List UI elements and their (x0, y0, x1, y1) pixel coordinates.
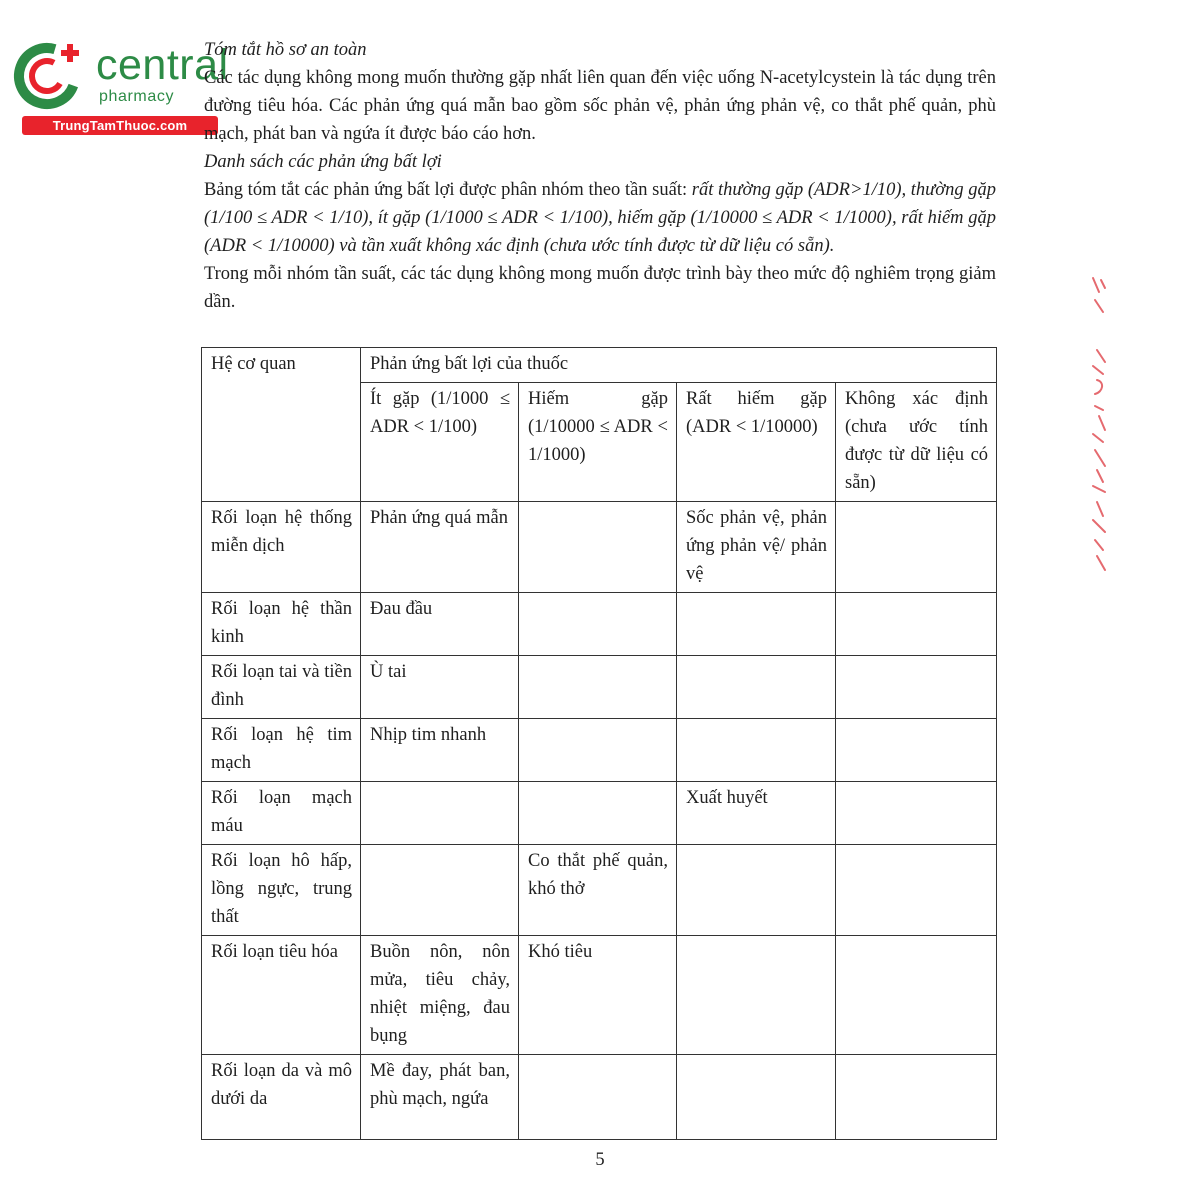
organ-cell: Rối loạn da và mô dưới da (202, 1055, 361, 1140)
organ-cell: Rối loạn mạch máu (202, 782, 361, 845)
adr-cell (677, 936, 836, 1055)
adr-cell: Xuất huyết (677, 782, 836, 845)
organ-system-header: Hệ cơ quan (202, 348, 361, 502)
adr-cell (519, 656, 677, 719)
organ-cell: Rối loạn hô hấp, lồng ngực, trung thất (202, 845, 361, 936)
table-header-row (202, 348, 997, 383)
table-row (202, 719, 997, 782)
freq-header-very-rare: Rất hiếm gặp (ADR < 1/10000) (677, 383, 836, 502)
organ-cell: Rối loạn hệ thần kinh (202, 593, 361, 656)
adr-cell (677, 1055, 836, 1140)
adr-cell: Nhịp tim nhanh (361, 719, 519, 782)
table-row (202, 1055, 997, 1140)
adr-cell (519, 593, 677, 656)
logo-site-badge: TrungTamThuoc.com (22, 116, 218, 135)
document-body (204, 36, 996, 316)
table-row (202, 593, 997, 656)
frequency-definitions: rất thường gặp (ADR>1/10), thường gặp (1/100 ≤ ADR < 1/10), ít gặp (1/1000 ≤ ADR < 1/100), hiếm gặp (1/10000 ≤ ADR < 1/1000), rất hiếm gặp (ADR < 1/10000) và tần xuất không xác định (chưa ước tính được từ dữ liệu có sẵn). (204, 180, 996, 256)
organ-cell: Rối loạn tiêu hóa (202, 936, 361, 1055)
adr-cell (836, 593, 997, 656)
section-title: Tóm tắt hồ sơ an toàn (204, 40, 367, 60)
adr-cell: Đau đầu (361, 593, 519, 656)
adr-header: Phản ứng bất lợi của thuốc (361, 348, 997, 383)
adr-cell (677, 656, 836, 719)
adr-cell (361, 845, 519, 936)
adr-cell (519, 502, 677, 593)
adr-cell: Phản ứng quá mẫn (361, 502, 519, 593)
table-row (202, 656, 997, 719)
adr-cell (677, 593, 836, 656)
adr-cell (361, 782, 519, 845)
table-row (202, 936, 997, 1055)
organ-cell: Rối loạn hệ thống miễn dịch (202, 502, 361, 593)
table-row (202, 502, 997, 593)
adr-cell (677, 719, 836, 782)
safety-summary-paragraph: Các tác dụng không mong muốn thường gặp nhất liên quan đến việc uống N-acetylcystein là tác dụng trên đường tiêu hóa. Các phản ứng quá mẫn bao gồm sốc phản vệ, phản ứng phản vệ, co thắt phế quản, phù mạch, phát ban và ngứa ít được báo cáo hơn. (204, 68, 996, 144)
adr-list-title: Danh sách các phản ứng bất lợi (204, 152, 442, 172)
adr-cell (836, 502, 997, 593)
severity-order-note: Trong mỗi nhóm tần suất, các tác dụng không mong muốn được trình bày theo mức độ nghiêm trọng giảm dần. (204, 264, 996, 312)
approval-stamp-icon (1085, 270, 1115, 590)
adr-cell (836, 656, 997, 719)
table-row (202, 845, 997, 936)
freq-header-unknown: Không xác định (chưa ước tính được từ dữ liệu có sẵn) (836, 383, 997, 502)
pharmacy-cross-logo-icon (10, 38, 94, 118)
adr-cell: Ù tai (361, 656, 519, 719)
adr-cell (519, 1055, 677, 1140)
organ-cell: Rối loạn hệ tim mạch (202, 719, 361, 782)
adr-cell: Khó tiêu (519, 936, 677, 1055)
adr-cell (836, 1055, 997, 1140)
freq-header-rare: Hiếm gặp (1/10000 ≤ ADR < 1/1000) (519, 383, 677, 502)
adr-cell (677, 845, 836, 936)
frequency-intro: Bảng tóm tắt các phản ứng bất lợi được phân nhóm theo tần suất: (204, 180, 692, 200)
adr-cell (836, 845, 997, 936)
adr-cell (519, 782, 677, 845)
frequency-paragraph (204, 176, 996, 260)
central-pharmacy-logo (10, 38, 229, 138)
page-number: 5 (595, 1150, 605, 1170)
logo-sub-text: pharmacy (99, 88, 175, 105)
adverse-reactions-table (201, 347, 997, 1140)
adr-cell: Sốc phản vệ, phản ứng phản vệ/ phản vệ (677, 502, 836, 593)
adr-cell: Buồn nôn, nôn mửa, tiêu chảy, nhiệt miệng, đau bụng (361, 936, 519, 1055)
logo-brand-text: central (96, 41, 229, 89)
table-row (202, 782, 997, 845)
adr-cell (836, 719, 997, 782)
adr-cell: Co thắt phế quản, khó thở (519, 845, 677, 936)
adr-cell (836, 936, 997, 1055)
adr-cell (836, 782, 997, 845)
freq-header-uncommon: Ít gặp (1/1000 ≤ ADR < 1/100) (361, 383, 519, 502)
adr-cell (519, 719, 677, 782)
adr-cell: Mề đay, phát ban, phù mạch, ngứa (361, 1055, 519, 1140)
organ-cell: Rối loạn tai và tiền đình (202, 656, 361, 719)
